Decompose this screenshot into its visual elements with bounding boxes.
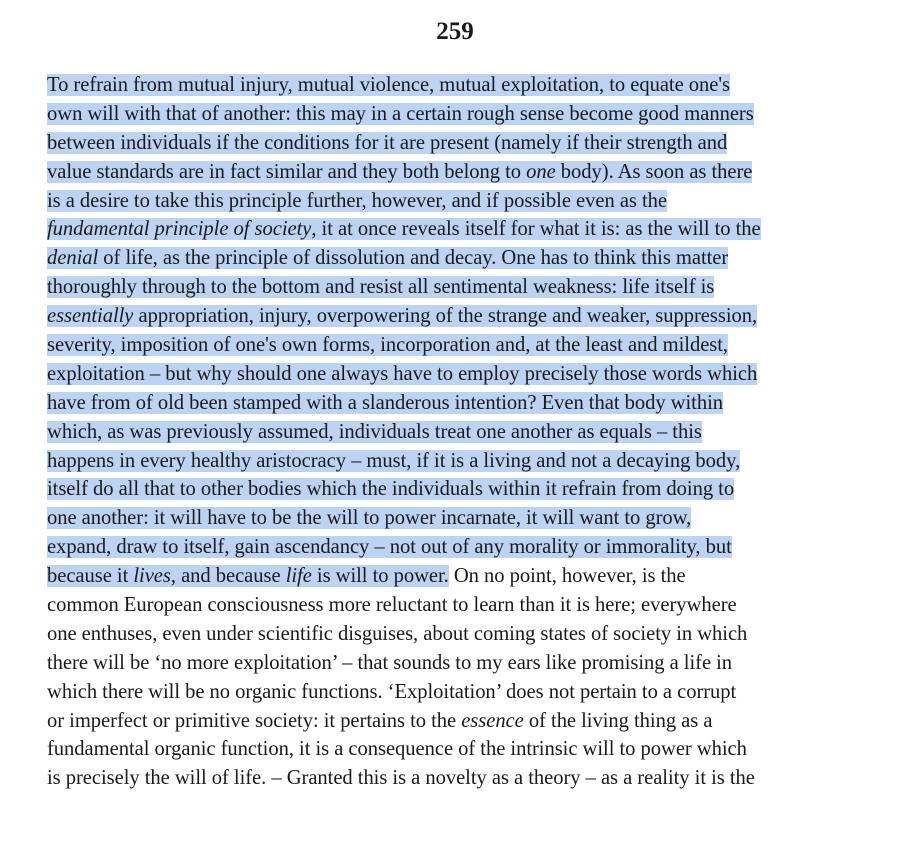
selected-text[interactable]: happens in every healthy aristocracy – must, if it is a living and not a decaying body, — [47, 449, 741, 472]
text-line[interactable] — [47, 158, 887, 187]
text-run[interactable]: common European consciousness more reluctant to learn than it is here; everywhere — [47, 594, 737, 617]
text-line[interactable] — [47, 504, 887, 533]
text-run[interactable]: On no point, however, is the — [448, 565, 686, 588]
selected-text[interactable]: have from of old been stamped with a slanderous intention? Even that body within — [47, 391, 724, 414]
text-line[interactable] — [47, 360, 887, 389]
text-line[interactable] — [47, 244, 887, 273]
selected-text[interactable]: which, as was previously assumed, individuals treat one another as equals – this — [47, 420, 702, 443]
text-line[interactable] — [47, 273, 887, 302]
selected-text[interactable]: value standards are in fact similar and they both belong to — [47, 160, 527, 183]
text-line[interactable] — [47, 533, 887, 562]
text-line[interactable] — [47, 302, 887, 331]
text-line[interactable] — [47, 100, 887, 129]
selected-text[interactable]: is a desire to take this principle further, however, and if possible even as the — [47, 189, 667, 212]
text-run[interactable]: which there will be no organic functions. ‘Exploitation’ does not pertain to a corrupt — [47, 680, 737, 703]
selected-text[interactable]: one — [526, 160, 556, 183]
text-line[interactable] — [47, 389, 887, 418]
selected-text[interactable]: expand, draw to itself, gain ascendancy – not out of any morality or immorality, but — [47, 536, 732, 559]
text-line[interactable] — [47, 215, 887, 244]
text-line[interactable] — [47, 187, 887, 216]
selected-text[interactable]: between individuals if the conditions for it are present (namely if their strength and — [47, 131, 728, 154]
text-run[interactable]: is precisely the will of life. – Granted this is a novelty as a theory – as a reality it is the — [47, 767, 755, 790]
text-line[interactable] — [47, 129, 887, 158]
text-run[interactable]: there will be ‘no more exploitation’ – that sounds to my ears like promising a life in — [47, 651, 733, 674]
selected-text[interactable]: own will with that of another: this may in a certain rough sense become good manners — [47, 102, 754, 125]
text-line[interactable] — [47, 707, 887, 736]
selected-text[interactable]: lives — [133, 565, 171, 588]
selected-text[interactable]: appropriation, injury, overpowering of the strange and weaker, suppression, — [133, 305, 758, 328]
text-line[interactable] — [47, 418, 887, 447]
text-line[interactable] — [47, 591, 887, 620]
text-run[interactable]: one enthuses, even under scientific disguises, about coming states of society in which — [47, 622, 748, 645]
text-run[interactable]: or imperfect or primitive society: it pertains to the — [47, 709, 462, 732]
text-run[interactable]: fundamental organic function, it is a consequence of the intrinsic will to power which — [47, 738, 747, 761]
page-number: 259 — [436, 18, 474, 45]
text-line[interactable] — [47, 562, 887, 591]
text-line[interactable] — [47, 764, 887, 793]
text-line[interactable] — [47, 71, 887, 100]
selected-text[interactable]: body). As soon as there — [555, 160, 753, 183]
selected-text[interactable]: is will to power. — [311, 565, 449, 588]
text-line[interactable] — [47, 620, 887, 649]
text-line[interactable] — [47, 475, 887, 504]
text-run[interactable]: essence — [461, 709, 524, 732]
selected-text[interactable]: , it at once reveals itself for what it is: as the will to the — [311, 218, 761, 241]
selected-text[interactable]: essentially — [47, 305, 134, 328]
text-line[interactable] — [47, 331, 887, 360]
selected-text[interactable]: of life, as the principle of dissolution and decay. One has to think this matter — [98, 247, 729, 270]
selected-text[interactable]: itself do all that to other bodies which the individuals within it refrain from doing to — [47, 478, 735, 501]
selected-text[interactable]: thoroughly through to the bottom and resist all sentimental weakness: life itself is — [47, 276, 715, 299]
text-line[interactable] — [47, 735, 887, 764]
selected-text[interactable]: , and because — [170, 565, 286, 588]
selected-text[interactable]: To refrain from mutual injury, mutual violence, mutual exploitation, to equate one's — [47, 74, 731, 96]
selected-text[interactable]: one another: it will have to be the will to power incarnate, it will want to grow, — [47, 507, 692, 530]
selected-text[interactable]: severity, imposition of one's own forms, incorporation and, at the least and mildest, — [47, 334, 729, 357]
selected-text[interactable]: fundamental principle of society — [47, 218, 312, 241]
text-line[interactable] — [47, 678, 887, 707]
text-run[interactable]: of the living thing as a — [523, 709, 713, 732]
selected-text[interactable]: exploitation – but why should one always have to employ precisely those words which — [47, 362, 758, 385]
text-line[interactable] — [47, 649, 887, 678]
selected-text[interactable]: denial — [47, 247, 99, 270]
selected-text[interactable]: because it — [47, 565, 134, 588]
body-text[interactable] — [47, 71, 887, 793]
text-line[interactable] — [47, 447, 887, 476]
selected-text[interactable]: life — [285, 565, 312, 588]
